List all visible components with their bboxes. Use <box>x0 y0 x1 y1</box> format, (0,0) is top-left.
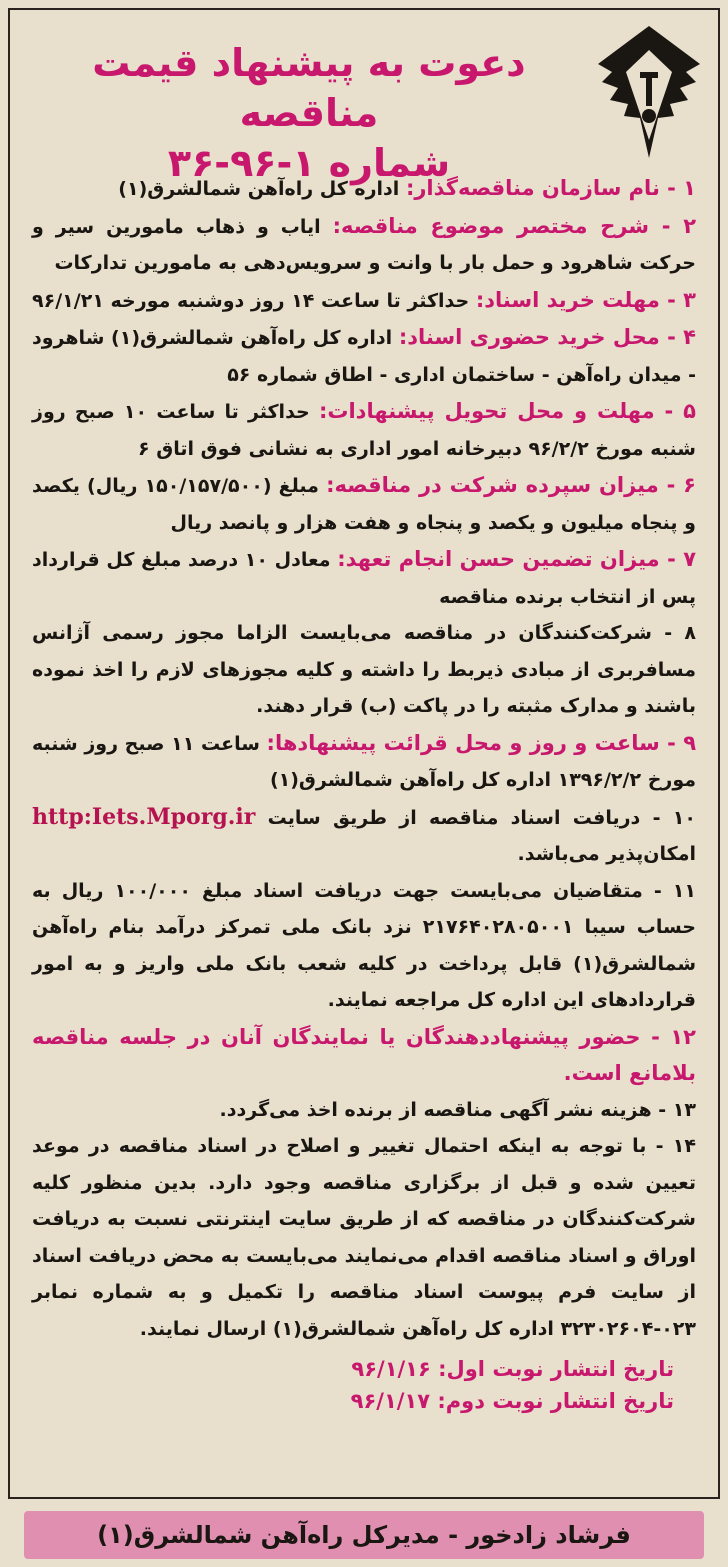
item-3 <box>32 282 696 320</box>
item-text: معادل ۱۰ درصد مبلغ کل قرارداد پس از انتخاب برنده مناقصه <box>32 549 696 608</box>
item-label: ۵ - مهلت و محل تحویل پیشنهادات: <box>318 399 696 423</box>
item-label: ۴ - محل خرید حضوری اسناد: <box>398 325 696 349</box>
first-publication-date: تاریخ انتشار نوبت اول: ۹۶/۱/۱۶ <box>351 1357 674 1381</box>
item-8 <box>32 615 696 725</box>
item-10 <box>32 799 696 873</box>
item-4 <box>32 319 696 393</box>
item-label: ۳ - مهلت خرید اسناد: <box>475 287 696 312</box>
item-label: ۶ - میزان سپرده شرکت در مناقصه: <box>326 473 696 497</box>
tender-website-link[interactable]: http:Iets.Mporg.ir <box>32 803 256 830</box>
item-7 <box>32 541 696 615</box>
item-13: ۱۳ - هزینه نشر آگهی مناقصه از برنده اخذ می‌گردد. <box>219 1098 696 1121</box>
item-text: حداکثر تا ساعت ۱۰ صبح روز شنبه مورخ ۹۶/۲/۲ دبیرخانه امور اداری به نشانی فوق اتاق ۶ <box>32 401 696 460</box>
item-label: ۹ - ساعت و روز و محل قرائت پیشنهادها: <box>266 730 697 755</box>
header <box>14 10 714 185</box>
item-text: مبلغ (۱۵۰/۱۵۷/۵۰۰ ریال) یکصد و پنجاه میلیون و یکصد و پنجاه و هفت هزار و پانصد ریال <box>32 475 696 534</box>
item-label: ۲ - شرح مختصر موضوع مناقصه: <box>332 213 697 238</box>
item-14: ۱۴ - با توجه به اینکه احتمال تغییر و اصلاح در اسناد مناقصه در موعد تعیین شده و قبل از برگزاری مناقصه وجود دارد. بدین منظور کلیه شرکت‌کنندگان در مناقصه که از طریق سایت اینترنتی نسبت به دریافت اوراق و اسناد مناقصه اقدام می‌نمایند می‌بایست به محض دریافت اسناد از سایت فرم پیوست اسناد مناقصه را تکمیل و به شماره نمابر ۰۲۳-۳۲۳۰۲۶۰۴ اداره کل راه‌آهن شمالشرق(۱) ارسال نمایند. <box>32 1135 696 1340</box>
item-label: ۷ - میزان تضمین حسن انجام تعهد: <box>337 547 697 571</box>
item-11: ۱۱ - متقاضیان می‌بایست جهت دریافت اسناد مبلغ ۱۰۰/۰۰۰ ریال به حساب سیبا ۲۱۷۶۴۰۲۸۰۵۰۰۱ نزد بانک ملی تمرکز درآمد بنام راه‌آهن شمالشرق(۱) قابل پرداخت در کلیه شعب بانک ملی واریز و به امور قراردادهای این اداره کل مراجعه نمایند. <box>32 879 696 1011</box>
item-text: ساعت ۱۱ صبح روز شنبه مورخ ۱۳۹۶/۲/۲ اداره کل راه‌آهن شمالشرق(۱) <box>32 732 696 791</box>
item-text: حداکثر تا ساعت ۱۴ روز دوشنبه مورخه ۹۶/۱/۲۱ <box>32 289 476 312</box>
item-9 <box>32 725 696 799</box>
publication-dates <box>14 1353 714 1417</box>
second-publication-date: تاریخ انتشار نوبت دوم: ۹۶/۱/۱۷ <box>350 1389 674 1413</box>
title-line-1: دعوت به پیشنهاد قیمت مناقصه <box>92 41 526 135</box>
item-2 <box>32 208 696 282</box>
item-10-suffix: امکان‌پذیر می‌باشد. <box>517 843 696 865</box>
item-10-prefix: ۱۰ - دریافت اسناد مناقصه از طریق سایت <box>255 806 696 829</box>
item-label: ۱ - نام سازمان مناقصه‌گذار: <box>405 176 696 200</box>
item-12: ۱۲ - حضور پیشنهاددهندگان یا نمایندگان آنان در جلسه مناقصه بلامانع است. <box>32 1024 696 1085</box>
railway-winged-emblem-icon <box>590 20 708 162</box>
item-text: اداره کل راه‌آهن شمالشرق(۱) شاهرود - میدان راه‌آهن - ساختمان اداری - اطاق شماره ۵۶ <box>32 327 696 386</box>
item-5 <box>32 393 696 467</box>
item-6 <box>32 467 696 541</box>
item-text: ۸ - شرکت‌کنندگان در مناقصه می‌بایست الزاما مجوز رسمی آژانس مسافربری از مبادی ذیربط را داشته و کلیه مجوزهای لازم را اخذ نموده باشند و مدارک مثبته را در پاکت (ب) قرار دهند. <box>32 622 696 717</box>
item-text: ایاب و ذهاب مامورین سیر و حرکت شاهرود و حمل بار با وانت و سرویس‌دهی به مامورین تدارکات <box>32 215 696 274</box>
ad-body <box>14 170 714 1347</box>
signature-footer: فرشاد زادخور - مدیرکل راه‌آهن شمالشرق(۱) <box>24 1511 704 1559</box>
item-1 <box>32 170 696 208</box>
item-text: اداره کل راه‌آهن شمالشرق(۱) <box>118 178 406 200</box>
title-line-2: شماره ۱-۹۶-۳۶ <box>167 141 451 185</box>
page-title <box>54 38 564 188</box>
